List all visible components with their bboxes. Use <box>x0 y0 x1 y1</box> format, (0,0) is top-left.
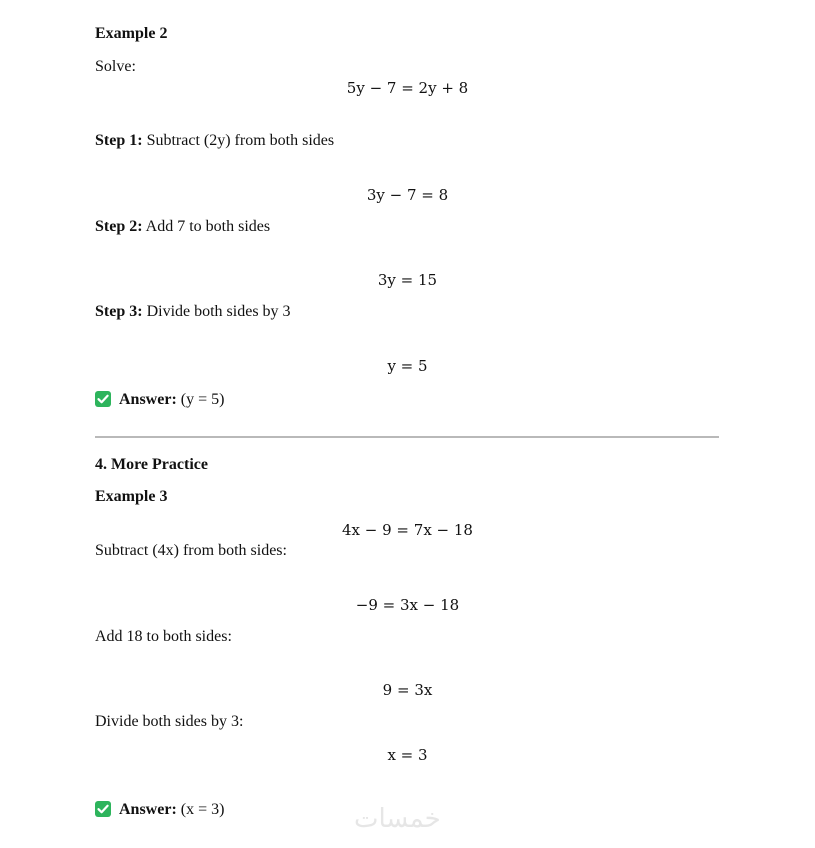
checkmark-icon <box>95 391 111 407</box>
example3-step1: Subtract (4x) from both sides: <box>95 542 287 559</box>
example2-step1-result: 3y − 7 = 8 <box>366 186 449 204</box>
step-text: Divide both sides by 3 <box>142 303 291 320</box>
checkmark-icon <box>95 801 111 817</box>
step-label: Step 1: <box>95 132 143 149</box>
example3-equation: 4x − 9 = 7x − 18 <box>342 521 473 539</box>
example3-step3-result: x = 3 <box>387 746 428 764</box>
example2-step3-result: y = 5 <box>387 357 428 375</box>
example3-step3: Divide both sides by 3: <box>95 713 244 730</box>
answer-label: Answer: <box>119 391 177 408</box>
step-label: Step 3: <box>95 303 143 320</box>
example3-step2: Add 18 to both sides: <box>95 628 232 645</box>
section-divider <box>95 436 719 438</box>
example3-step2-result: 9 = 3x <box>382 681 433 699</box>
example2-step3 <box>95 303 291 321</box>
example2-equation: 5y − 7 = 2y + 8 <box>346 79 469 97</box>
example3-title: Example 3 <box>95 488 168 505</box>
section4-title: 4. More Practice <box>95 456 208 473</box>
answer-value: (x = 3) <box>176 801 225 818</box>
answer-label: Answer: <box>119 801 177 818</box>
answer-value: (y = 5) <box>176 391 225 408</box>
step-text: Subtract (2y) from both sides <box>142 132 335 149</box>
example3-answer <box>95 801 224 819</box>
example2-step1 <box>95 132 334 150</box>
watermark-logo: خمسات <box>354 804 441 834</box>
step-label: Step 2: <box>95 218 143 235</box>
example3-step1-result: −9 = 3x − 18 <box>355 596 460 614</box>
solve-label: Solve: <box>95 58 136 75</box>
example2-step2-result: 3y = 15 <box>377 271 438 289</box>
example2-step2 <box>95 218 270 236</box>
example2-answer <box>95 391 224 409</box>
step-text: Add 7 to both sides <box>142 218 271 235</box>
example2-title: Example 2 <box>95 25 168 42</box>
